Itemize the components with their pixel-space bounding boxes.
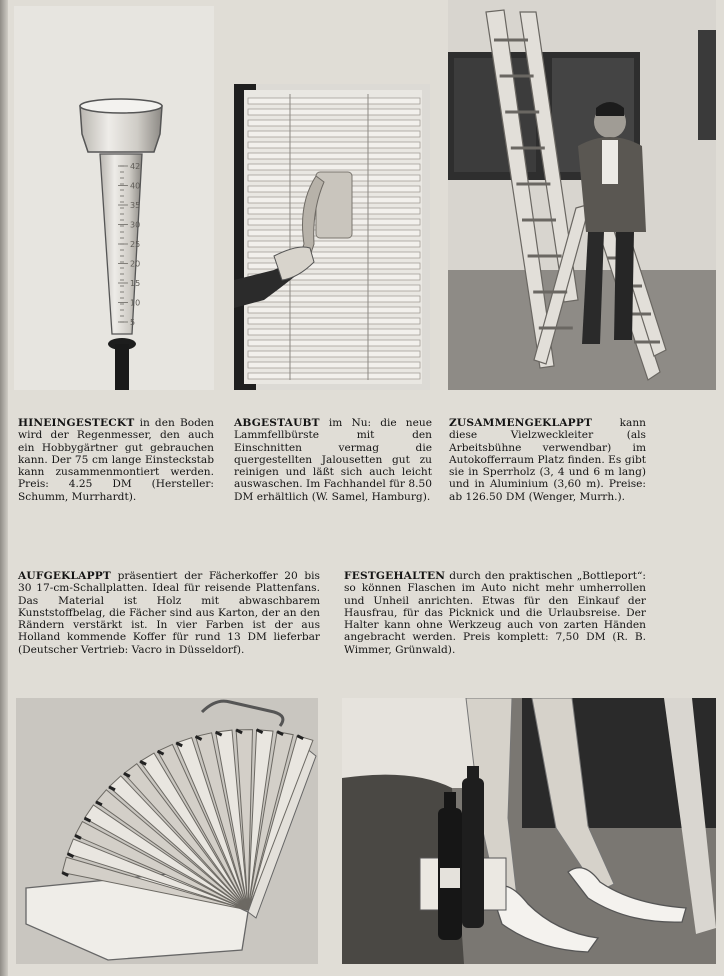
caption-body: präsentiert der Fächerkoffer 20 bis 30 17-cm-Schallplatten. Ideal für reisende Plattenfans. Das Material ist Holz mit abwaschbarem Kunststoffbelag, die Fächer sind aus Karton, der an den Rändern verstärkt ist. In vier Farben ist der aus Holland kommende Koffer für rund 13 DM lieferbar (Deutscher Vertrieb: Vacro in Düsseldorf). — [18, 570, 320, 656]
gauge-scale-label: 5 — [130, 318, 136, 327]
gauge-scale-label: 20 — [130, 259, 141, 269]
caption-blinds-brush — [234, 417, 432, 503]
folding-ladder-photo — [448, 0, 716, 390]
rain-gauge-photo — [14, 6, 214, 390]
caption-lead: FESTGEHALTEN — [344, 570, 446, 582]
caption-body: durch den praktischen „Bottleport“: so können Flaschen im Auto nicht mehr umherrollen und Unheil anrichten. Etwas für den Einkauf der Hausfrau, für das Picknick und die Urlaubsreise. Der Halter kann ohne Werkzeug auch von zarten Händen angebracht werden. Preis komplett: 7,50 DM (R. B. Wimmer, Grünwald). — [344, 570, 646, 656]
caption-lead: ZUSAMMENGEKLAPPT — [449, 417, 593, 429]
page-binding-edge — [0, 0, 8, 976]
blinds-brush-photo — [234, 84, 430, 390]
caption-body: kann diese Vielzweckleiter (als Arbeitsbühne verwendbar) im Autokofferraum Platz finden. Es gibt sie in Sperrholz (3, 4 und 6 m lang) und in Aluminium (3,60 m). Preise: ab 126.50 DM (Wenger, Murrh.). — [449, 417, 646, 503]
caption-lead: AUFGEKLAPPT — [18, 570, 111, 582]
gauge-scale-label: 10 — [130, 298, 141, 308]
caption-body: im Nu: die neue Lammfellbürste mit den Einschnitten vermag die quergestellten Jalousetten gut zu reinigen und läßt sich auch leicht auswaschen. Im Fachhandel für 8.50 DM erhältlich (W. Samel, Hamburg). — [234, 417, 432, 503]
caption-lead: HINEINGESTECKT — [18, 417, 135, 429]
caption-rain-gauge — [18, 417, 214, 503]
caption-body: in den Boden wird der Regenmesser, den auch ein Hobbygärtner gut gebrauchen kann. Der 75 cm lange Einsteckstab kann zusammenmontiert werden. Preis: 4.25 DM (Hersteller: Schumm, Murrhardt). — [18, 417, 214, 503]
caption-folding-ladder — [449, 417, 646, 503]
bottle — [462, 778, 484, 928]
gauge-stake — [115, 344, 129, 390]
record-case-photo — [16, 698, 318, 964]
caption-bottle-holder — [344, 570, 646, 656]
caption-record-case — [18, 570, 320, 656]
gauge-scale-label: 25 — [130, 240, 141, 249]
gauge-scale-label: 15 — [130, 279, 141, 288]
gauge-scale-label: 40 — [130, 181, 141, 191]
gauge-scale-label: 35 — [130, 201, 141, 210]
gauge-scale-label: 42 — [130, 162, 141, 171]
gauge-scale-label: 30 — [130, 220, 141, 230]
bottle-holder-photo — [342, 698, 716, 964]
caption-lead: ABGESTAUBT — [234, 417, 320, 429]
